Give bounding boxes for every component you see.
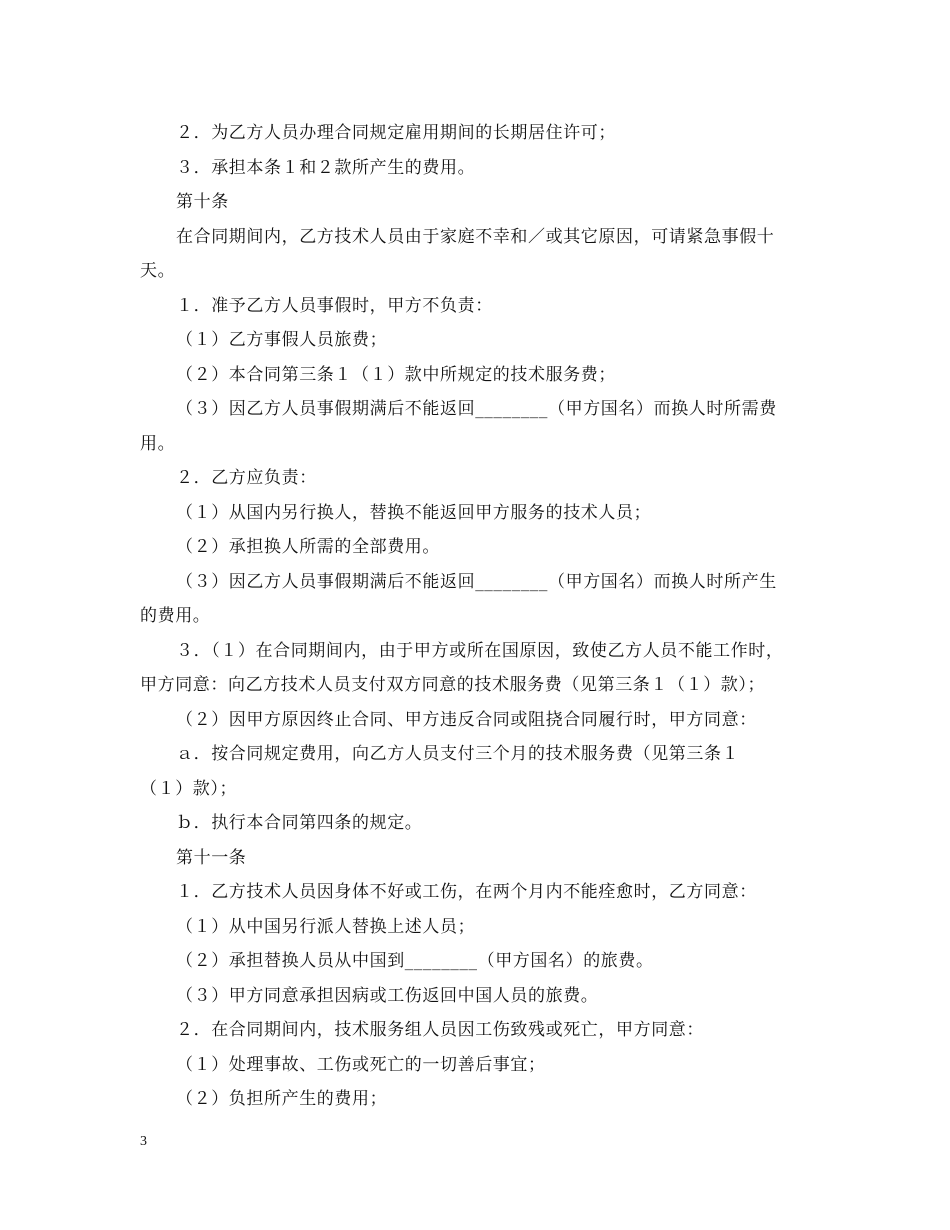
text-line-17: 甲方同意：向乙方技术人员支付双方同意的技术服务费（见第三条１（１）款）； [140, 675, 766, 695]
text-line-23: １．乙方技术人员因身体不好或工伤，在两个月内不能痊愈时，乙方同意： [176, 882, 757, 902]
text-line-14: （３）因乙方人员事假期满后不能返回________（甲方国名）而换人时所产生 [176, 571, 777, 592]
text-line-16: ３．（１）在合同期间内，由于甲方或所在国原因，致使乙方人员不能工作时， [176, 640, 784, 661]
text-line-27: ２．在合同期间内，技术服务组人员因工伤致残或死亡，甲方同意： [176, 1020, 704, 1040]
text-line-2: ３．承担本条１和２款所产生的费用。 [176, 157, 476, 178]
text-line-13: （２）承担换人所需的全部费用。 [176, 537, 440, 557]
text-line-1: ２．为乙方人员办理合同规定雇用期间的长期居住许可； [176, 123, 616, 143]
text-line-11: ２．乙方应负责： [176, 468, 317, 488]
text-line-26: （３）甲方同意承担因病或工伤返回中国人员的旅费。 [176, 985, 599, 1006]
text-line-21: ｂ．执行本合同第四条的规定。 [176, 813, 423, 833]
document-body [140, 116, 810, 1117]
text-line-9: （３）因乙方人员事假期满后不能返回________（甲方国名）而换人时所需费 [176, 399, 777, 419]
article-heading-10: 第十条 [176, 192, 229, 212]
text-line-12: （１）从国内另行换人，替换不能返回甲方服务的技术人员； [176, 502, 652, 523]
text-line-5: 天。 [140, 261, 176, 281]
text-line-20: （１）款）； [140, 778, 238, 799]
text-line-4: 在合同期间内，乙方技术人员由于家庭不幸和／或其它原因，可请紧急事假十 [176, 226, 775, 247]
text-line-15: 的费用。 [140, 606, 211, 626]
text-line-8: （２）本合同第三条１（１）款中所规定的技术服务费； [176, 364, 616, 385]
text-line-7: （１）乙方事假人员旅费； [176, 330, 388, 350]
article-heading-11: 第十一条 [176, 847, 247, 868]
page-number: 3 [140, 1134, 147, 1149]
text-line-10: 用。 [140, 433, 176, 454]
text-line-25: （２）承担替换人员从中国到________（甲方国名）的旅费。 [176, 951, 654, 971]
text-line-19: ａ．按合同规定费用，向乙方人员支付三个月的技术服务费（见第三条１ [176, 744, 740, 764]
text-line-24: （１）从中国另行派人替换上述人员； [176, 916, 476, 937]
text-line-28: （１）处理事故、工伤或死亡的一切善后事宜； [176, 1054, 546, 1075]
text-line-18: （２）因甲方原因终止合同、甲方违反合同或阻挠合同履行时，甲方同意： [176, 709, 757, 730]
text-line-6: １．准予乙方人员事假时，甲方不负责： [176, 295, 493, 316]
text-line-29: （２）负担所产生的费用； [176, 1089, 388, 1109]
